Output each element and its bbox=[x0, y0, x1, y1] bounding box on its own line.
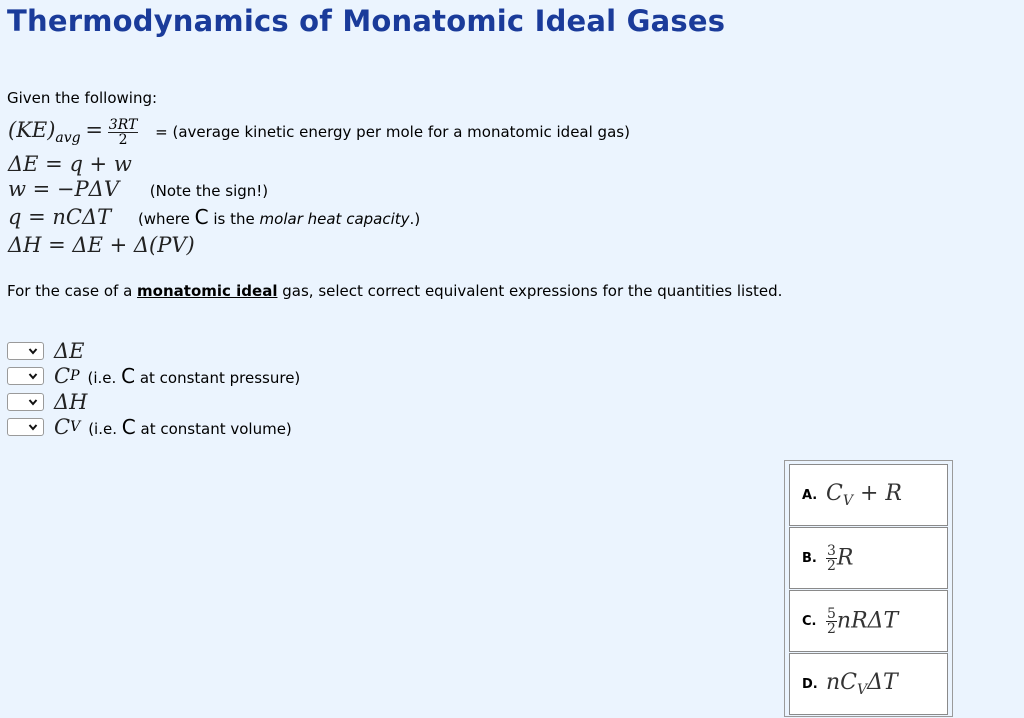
chevron-down-icon bbox=[28, 397, 38, 407]
option-b-rest: R bbox=[836, 545, 854, 570]
option-expression bbox=[826, 544, 854, 573]
option-letter: D. bbox=[802, 676, 818, 692]
answer-options-panel bbox=[784, 460, 953, 717]
instruction-pre: For the case of a bbox=[7, 282, 133, 300]
question-note-pre-4: (i.e. bbox=[88, 420, 117, 438]
option-d-sub: V bbox=[857, 682, 868, 698]
enthalpy-eq: ΔH = ΔE + Δ(PV) bbox=[8, 233, 195, 257]
option-a-c: C bbox=[826, 481, 843, 506]
option-a-rest: + R bbox=[852, 481, 902, 506]
option-b[interactable] bbox=[789, 527, 948, 589]
heat-eq: q = nCΔT bbox=[8, 205, 112, 229]
option-c-den: 2 bbox=[827, 620, 836, 637]
option-b-num: 3 bbox=[827, 542, 836, 559]
chevron-down-icon bbox=[28, 371, 38, 381]
given-label: Given the following: bbox=[7, 89, 158, 107]
energy-eq: ΔE = q + w bbox=[8, 152, 132, 176]
heat-note-pre: (where bbox=[137, 210, 190, 228]
heat-note-italic: molar heat capacity bbox=[259, 210, 410, 228]
ke-note: = (average kinetic energy per mole for a monatomic ideal gas) bbox=[155, 123, 630, 141]
option-d[interactable] bbox=[789, 653, 948, 715]
heat-note bbox=[137, 205, 421, 229]
question-note-post-2: at constant pressure) bbox=[139, 369, 301, 387]
question-symbol-2: C bbox=[54, 364, 71, 388]
work-equation bbox=[8, 177, 268, 201]
option-c-rest: nRΔT bbox=[836, 608, 899, 633]
question-row-3 bbox=[7, 390, 87, 414]
option-d-rest: ΔT bbox=[867, 670, 898, 695]
option-expression bbox=[826, 481, 902, 509]
answer-select-2[interactable] bbox=[7, 367, 44, 385]
option-a[interactable] bbox=[789, 464, 948, 526]
question-note-4 bbox=[88, 415, 292, 439]
energy-equation bbox=[8, 152, 132, 176]
heat-note-mid: is the bbox=[213, 210, 255, 228]
question-note-post-4: at constant volume) bbox=[140, 420, 292, 438]
option-expression bbox=[826, 607, 898, 636]
question-note-2 bbox=[88, 364, 301, 388]
option-expression bbox=[826, 670, 898, 698]
answer-select-1[interactable] bbox=[7, 342, 44, 360]
question-symbol-3: ΔH bbox=[54, 390, 88, 414]
option-letter: B. bbox=[802, 550, 817, 566]
question-row-2 bbox=[7, 364, 300, 388]
option-letter: C. bbox=[802, 613, 817, 629]
option-b-fraction bbox=[826, 544, 837, 573]
option-c-fraction bbox=[826, 607, 837, 636]
ke-sub: avg bbox=[55, 130, 81, 146]
option-letter: A. bbox=[802, 487, 818, 503]
page-title: Thermodynamics of Monatomic Ideal Gases bbox=[7, 4, 726, 38]
question-sub-2: P bbox=[70, 368, 80, 384]
answer-select-3[interactable] bbox=[7, 393, 44, 411]
option-d-pre: nC bbox=[826, 670, 858, 695]
answer-select-4[interactable] bbox=[7, 418, 44, 436]
heat-equation bbox=[8, 205, 420, 229]
chevron-down-icon bbox=[28, 346, 38, 356]
ke-num: 3RT bbox=[108, 117, 138, 133]
option-a-sub: V bbox=[842, 493, 853, 509]
question-symbol-4: C bbox=[54, 415, 71, 439]
ke-equation bbox=[8, 118, 630, 147]
enthalpy-equation bbox=[8, 233, 195, 257]
work-eq: w = −PΔV bbox=[8, 177, 119, 201]
question-symbol-1: ΔE bbox=[54, 339, 85, 363]
heat-note-post: .) bbox=[409, 210, 421, 228]
option-b-den: 2 bbox=[827, 557, 836, 574]
chevron-down-icon bbox=[28, 422, 38, 432]
question-sub-4: V bbox=[70, 419, 81, 435]
heat-note-c: C bbox=[194, 205, 209, 229]
question-note-pre-2: (i.e. bbox=[87, 369, 117, 387]
instruction bbox=[7, 282, 782, 300]
option-c[interactable] bbox=[789, 590, 948, 652]
ke-equals: = bbox=[85, 118, 104, 142]
question-row-1 bbox=[7, 339, 85, 363]
question-note-c-4: C bbox=[121, 415, 136, 439]
instruction-post: gas, select correct equivalent expressions for the quantities listed. bbox=[282, 282, 783, 300]
ke-fraction bbox=[108, 118, 139, 147]
ke-den: 2 bbox=[118, 132, 128, 148]
ke-lhs: (KE) bbox=[8, 118, 56, 142]
work-note: (Note the sign!) bbox=[149, 182, 269, 200]
question-note-c-2: C bbox=[121, 364, 136, 388]
monatomic-ideal-link[interactable]: monatomic ideal bbox=[137, 282, 278, 300]
option-c-num: 5 bbox=[827, 605, 836, 622]
question-row-4 bbox=[7, 415, 292, 439]
